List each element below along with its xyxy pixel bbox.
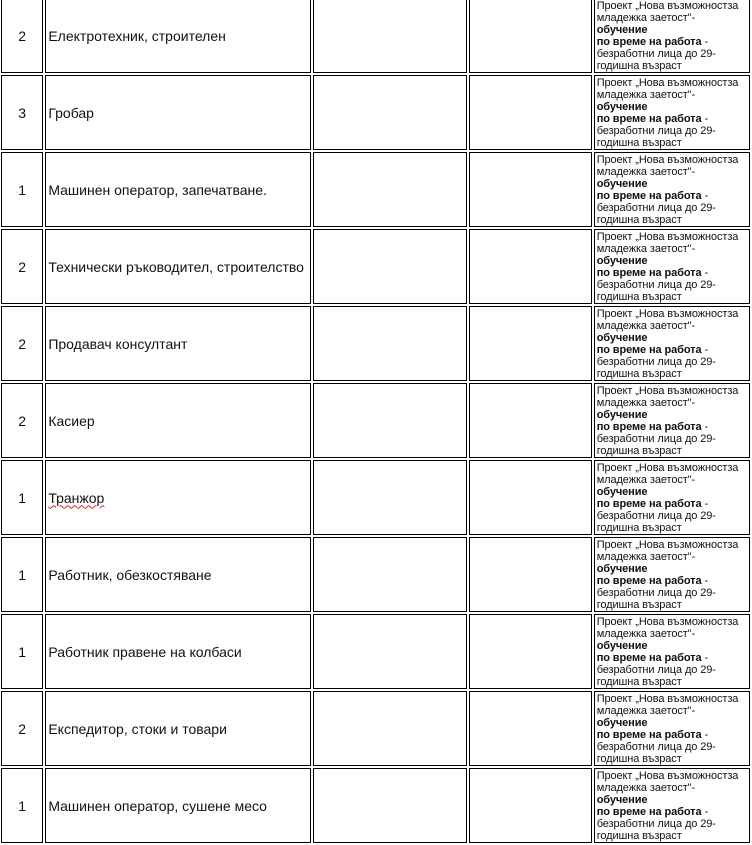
note-bold: обучение [596, 640, 648, 652]
table-row [1, 383, 750, 458]
note-bold: по време на работа [596, 267, 702, 279]
vacancy-count-cell: 2 [1, 306, 43, 381]
position-title-cell [45, 75, 311, 150]
note-line: безработни лица до 29- [596, 125, 716, 137]
note-line: безработни лица до 29- [596, 818, 716, 830]
position-title-cell [45, 614, 311, 689]
note-line: - [701, 498, 709, 510]
program-note-cell [594, 614, 750, 689]
program-note-cell [594, 537, 750, 612]
note-bold: обучение [596, 332, 648, 344]
empty-cell [313, 691, 466, 766]
empty-cell [313, 537, 466, 612]
table-row [1, 152, 750, 227]
position-title: Гробар [48, 104, 94, 121]
note-line: безработни лица до 29- [596, 433, 716, 445]
note-bold: по време на работа [596, 421, 702, 433]
program-note-cell [594, 229, 750, 304]
program-note-cell [594, 768, 750, 843]
note-line: - [701, 652, 709, 664]
empty-cell [313, 614, 466, 689]
empty-cell [469, 614, 592, 689]
note-line: годишна възраст [596, 291, 682, 303]
position-title: Електротехник, строителен [48, 27, 226, 44]
vacancy-count-cell: 3 [1, 75, 43, 150]
note-bold: по време на работа [596, 344, 702, 356]
note-line: Проект „Нова възможностза [596, 693, 739, 705]
note-bold: по време на работа [596, 806, 702, 818]
vacancy-count-cell: 1 [1, 460, 43, 535]
empty-cell [469, 691, 592, 766]
table-row [1, 229, 750, 304]
empty-cell [313, 0, 466, 73]
note-line: годишна възраст [596, 137, 682, 149]
note-line: годишна възраст [596, 676, 682, 688]
empty-cell [313, 229, 466, 304]
empty-cell [313, 460, 466, 535]
note-bold: обучение [596, 717, 648, 729]
note-bold: обучение [596, 178, 648, 190]
position-title: Продавач консултант [48, 335, 188, 352]
position-title-cell [45, 691, 311, 766]
program-note-cell [594, 306, 750, 381]
note-line: - [701, 113, 709, 125]
vacancy-count-cell: 2 [1, 383, 43, 458]
note-line: Проект „Нова възможностза [596, 539, 739, 551]
note-line: - [701, 729, 709, 741]
note-bold: по време на работа [596, 575, 702, 587]
note-line: годишна възраст [596, 522, 682, 534]
note-bold: обучение [596, 563, 648, 575]
position-title: Експедитор, стоки и товари [48, 720, 227, 737]
position-title: Работник, обезкостяване [48, 566, 212, 583]
vacancy-count-cell: 1 [1, 614, 43, 689]
note-line: Проект „Нова възможностза [596, 0, 739, 12]
position-title: Касиер [48, 412, 95, 429]
empty-cell [313, 75, 466, 150]
empty-cell [313, 152, 466, 227]
note-bold: обучение [596, 794, 648, 806]
note-line: Проект „Нова възможностза [596, 385, 739, 397]
vacancy-count-cell: 1 [1, 152, 43, 227]
note-line: годишна възраст [596, 214, 682, 226]
note-bold: обучение [596, 255, 648, 267]
note-line: безработни лица до 29- [596, 587, 716, 599]
note-line: годишна възраст [596, 599, 682, 611]
note-line: безработни лица до 29- [596, 510, 716, 522]
note-bold: по време на работа [596, 652, 702, 664]
note-line: безработни лица до 29- [596, 664, 716, 676]
empty-cell [313, 306, 466, 381]
note-line: младежка заетост"- [596, 474, 696, 486]
note-bold: по време на работа [596, 36, 702, 48]
program-note-cell [594, 460, 750, 535]
note-line: безработни лица до 29- [596, 356, 716, 368]
note-line: - [701, 190, 709, 202]
program-note-cell [594, 75, 750, 150]
empty-cell [469, 383, 592, 458]
position-title: Транжор [48, 489, 105, 506]
note-line: - [701, 806, 709, 818]
note-line: Проект „Нова възможностза [596, 770, 739, 782]
note-line: безработни лица до 29- [596, 279, 716, 291]
note-line: Проект „Нова възможностза [596, 308, 739, 320]
note-line: Проект „Нова възможностза [596, 231, 739, 243]
note-line: годишна възраст [596, 445, 682, 457]
note-line: годишна възраст [596, 830, 682, 842]
note-bold: по време на работа [596, 498, 702, 510]
program-note-cell [594, 152, 750, 227]
note-line: Проект „Нова възможностза [596, 154, 739, 166]
program-note-cell [594, 691, 750, 766]
note-bold: обучение [596, 101, 648, 113]
note-bold: обучение [596, 409, 648, 421]
note-line: Проект „Нова възможностза [596, 77, 739, 89]
table-row [1, 691, 750, 766]
position-title: Технически ръководител, строителство [48, 258, 304, 275]
note-line: младежка заетост"- [596, 89, 696, 101]
empty-cell [469, 306, 592, 381]
note-line: годишна възраст [596, 60, 682, 72]
note-line: младежка заетост"- [596, 628, 696, 640]
vacancy-count-cell: 1 [1, 768, 43, 843]
note-line: безработни лица до 29- [596, 741, 716, 753]
note-line: младежка заетост"- [596, 12, 696, 24]
table-row [1, 537, 750, 612]
note-line: младежка заетост"- [596, 320, 696, 332]
table-row [1, 0, 750, 73]
program-note-cell [594, 0, 750, 73]
position-title-cell [45, 768, 311, 843]
note-line: младежка заетост"- [596, 551, 696, 563]
note-bold: по време на работа [596, 190, 702, 202]
note-line: Проект „Нова възможностза [596, 462, 739, 474]
note-line: - [701, 36, 709, 48]
position-title-cell [45, 306, 311, 381]
note-line: безработни лица до 29- [596, 48, 716, 60]
vacancy-count-cell: 2 [1, 229, 43, 304]
position-title: Машинен оператор, сушене месо [48, 797, 267, 814]
table-row [1, 768, 750, 843]
note-line: - [701, 575, 709, 587]
note-line: младежка заетост"- [596, 397, 696, 409]
position-title-cell [45, 0, 311, 73]
position-title-cell [45, 229, 311, 304]
empty-cell [313, 768, 466, 843]
note-line: годишна възраст [596, 368, 682, 380]
note-line: - [701, 421, 709, 433]
note-line: младежка заетост"- [596, 705, 696, 717]
position-title-cell [45, 152, 311, 227]
position-title-cell [45, 537, 311, 612]
table-row [1, 75, 750, 150]
table-row [1, 306, 750, 381]
note-bold: обучение [596, 486, 648, 498]
note-line: Проект „Нова възможностза [596, 616, 739, 628]
empty-cell [313, 383, 466, 458]
note-line: - [701, 344, 709, 356]
empty-cell [469, 75, 592, 150]
note-line: безработни лица до 29- [596, 202, 716, 214]
position-title-cell [45, 383, 311, 458]
vacancy-count-cell: 2 [1, 0, 43, 73]
position-title: Машинен оператор, запечатване. [48, 181, 267, 198]
empty-cell [469, 229, 592, 304]
note-bold: по време на работа [596, 113, 702, 125]
note-line: годишна възраст [596, 753, 682, 765]
position-title: Работник правене на колбаси [48, 643, 242, 660]
empty-cell [469, 460, 592, 535]
note-bold: по време на работа [596, 729, 702, 741]
note-line: - [701, 267, 709, 279]
table-row [1, 614, 750, 689]
note-line: младежка заетост"- [596, 166, 696, 178]
vacancy-count-cell: 2 [1, 691, 43, 766]
empty-cell [469, 0, 592, 73]
table-row [1, 460, 750, 535]
position-title-cell [45, 460, 311, 535]
program-note-cell [594, 383, 750, 458]
empty-cell [469, 152, 592, 227]
note-line: младежка заетост"- [596, 243, 696, 255]
empty-cell [469, 768, 592, 843]
vacancy-count-cell: 1 [1, 537, 43, 612]
note-line: младежка заетост"- [596, 782, 696, 794]
note-bold: обучение [596, 24, 648, 36]
empty-cell [469, 537, 592, 612]
